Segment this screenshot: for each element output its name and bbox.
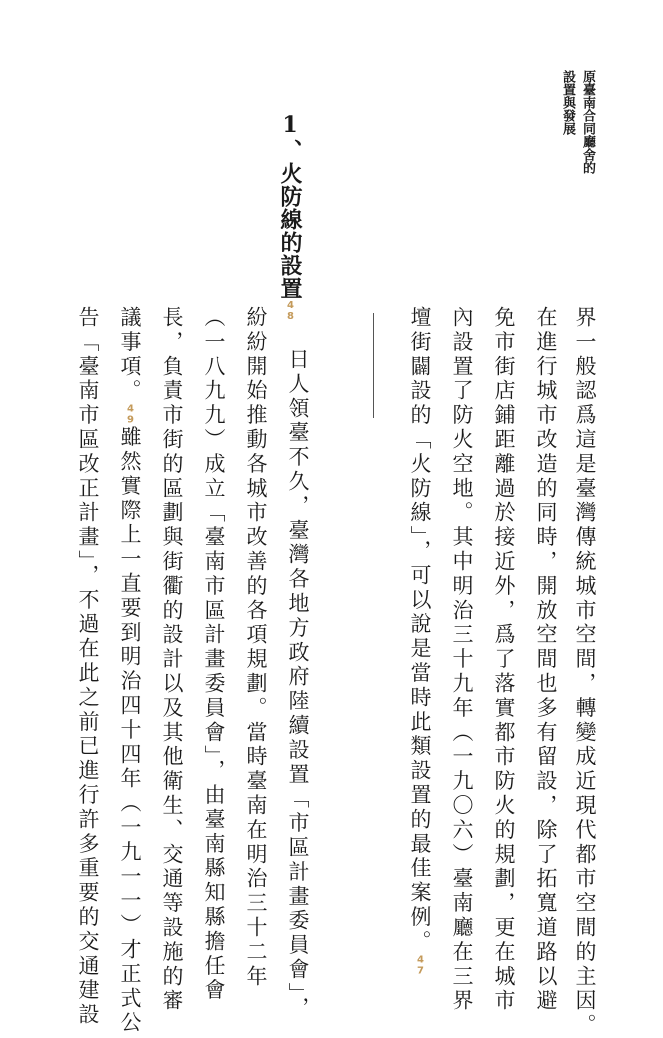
column-text: 告「臺南市區改正計畫」，不過在此之前已進行許多重要的交通建設 bbox=[76, 306, 100, 1028]
column-text: 在進行城市改造的同時，開放空間也多有留設，除了拓寬道路以避 bbox=[534, 306, 558, 1014]
running-head-line-2: 設置與發展 bbox=[560, 70, 575, 135]
column-text: 壇街闢設的「火防線」，可以說是當時此類設置的最佳案例。 bbox=[408, 306, 432, 955]
body-column-1 bbox=[574, 306, 595, 1038]
body-column-2 bbox=[535, 306, 556, 1014]
section-heading bbox=[279, 112, 301, 322]
column-text: 長，負責市街的區劃與街衢的設計以及其他衛生、交通等設施的審 bbox=[160, 306, 184, 1014]
column-text: 免市街店鋪距離過於接近外，爲了落實都市防火的規劃，更在城市 bbox=[492, 306, 516, 1014]
section-divider bbox=[373, 313, 374, 418]
column-text: 日人領臺不久，臺灣各地方政府陸續設置「市區計畫委員會」， bbox=[286, 348, 310, 1021]
body-column-9 bbox=[161, 306, 182, 1014]
body-column-6 bbox=[287, 348, 308, 1021]
column-text-cont: 雖然實際上一直要到明治四十四年（一九一一）才正式公 bbox=[118, 425, 142, 1036]
footnote-ref-48: 48 bbox=[285, 300, 296, 322]
body-column-5 bbox=[409, 306, 430, 976]
section-number: 1、 bbox=[277, 112, 303, 162]
body-column-4 bbox=[451, 306, 472, 1014]
column-text: 內設置了防火空地。其中明治三十九年（一九〇六）臺南廳在三界 bbox=[450, 306, 474, 1014]
footnote-ref-49: 49 bbox=[125, 403, 136, 426]
column-text: 議事項。 bbox=[118, 306, 142, 404]
column-text: （一八九九）成立「臺南市區計畫委員會」，由臺南縣知縣擔任會 bbox=[202, 306, 226, 1004]
column-text: 界一般認爲這是臺灣傳統城市空間，轉變成近現代都市空間的主因。 bbox=[573, 306, 597, 1038]
running-head-line-1: 原臺南合同廳舍的 bbox=[580, 70, 595, 174]
footnote-ref-47: 47 bbox=[415, 954, 426, 977]
body-column-8 bbox=[203, 306, 224, 1003]
body-column-11 bbox=[77, 306, 98, 1028]
column-text: 紛紛開始推動各城市改善的各項規劃。當時臺南在明治三十二年 bbox=[244, 306, 268, 990]
body-column-7 bbox=[245, 306, 266, 989]
body-column-3 bbox=[493, 306, 514, 1014]
section-title: 火防線的設置 bbox=[277, 162, 303, 300]
body-column-10 bbox=[119, 306, 140, 1036]
